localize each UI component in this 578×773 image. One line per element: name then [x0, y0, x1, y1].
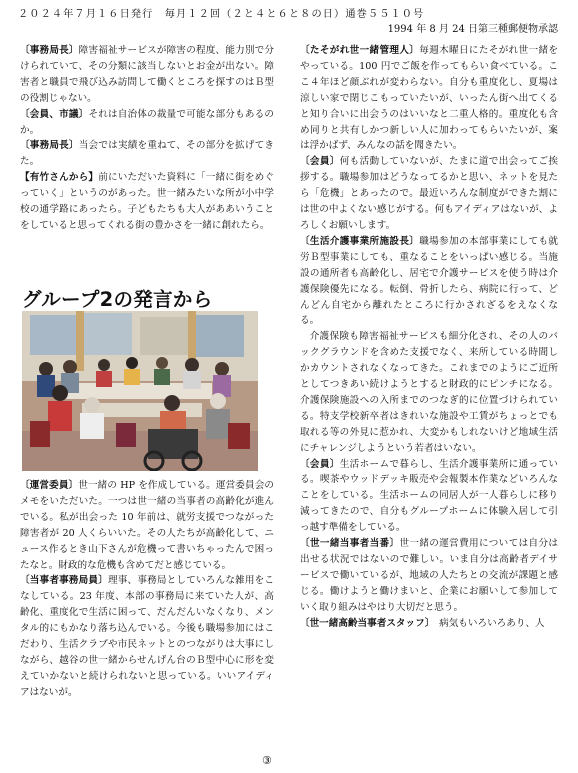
speech: 病気もいろいろあり、人 — [429, 617, 545, 629]
left-column-top — [20, 43, 274, 234]
speech: 当会では実績を重ねて、その部分を拡げてきた。 — [20, 140, 274, 168]
postal-approval: 1994 年 8 月 24 日第三種郵便物承認 — [387, 24, 558, 35]
speech: 前にいただいた資料に「一緒に街をめぐっていく」というのがあった。世一緒みたいな所が小中学校の通学路にあったら。子どもたちも大人がああいうことをしていると思ってくれる街の豊かさを一緒に創れたら。 — [20, 172, 275, 231]
paragraph — [20, 43, 274, 107]
speech: 何も活動していないが、たまに道で出会ってご挨拶する。職場参加はどうなってるかと思い、ネットを見たら「危機」とあったので。最近いろんな制度ができた割には世の中よくない感じがする。何もアイディアはないが、よろしくお願いします。 — [300, 156, 559, 231]
issue-header: ２０２４年７月１６日発行 毎月１２回（２と４と６と８の日）通巻５５１０号 — [18, 9, 425, 20]
paragraph — [300, 536, 558, 616]
speaker: 〔たそがれ世一緒管理人〕 — [300, 45, 420, 56]
section-title: グループ2の発言から — [22, 288, 213, 311]
speech: 世一緒の HP を作成している。運営委員会のメモをいただいた。一つは世一緒の当事者の高齢化が進んでいる。私が出会った 10 年前は、就労支援でつながった障害者が 20 人くらいいた。その人たちが高齢化して、ニュース作るとき山下さんが危機って書いちゃったんで困ったなと。財政的な危機も含めてだと感じている。 — [20, 480, 275, 571]
speech: 毎週木曜日にたそがれ世一緒をやっている。100 円でご飯を作ってもらい食べている。ここ４年ほど顔ぶれが変わらない。自分も重度化し、夏場は涼しい家で閉じこもっていたいが、いったん街へ出てくると知り合いに出会うのはいいなと二重人格的。重度化も含め同りと共有しかつ新しい人に加わってもらいたいが、案は浮かばず、みんなの話を聞きたい。 — [300, 45, 559, 152]
speech: 生活ホームで暮らし、生活介護事業所に通っている。喫茶やウッドデッキ販売や会報製本作業などいろんなことをしている。生活ホームの同居人が一人暮らしに移り減ってきたので、自分もグループホームに体験入居して引っ越す準備をしている。 — [300, 458, 559, 534]
speech: 職場参加の本部事業にしても就労Ｂ型事業にしても、重なることをいっぱい感じる。当施設の通所者も高齢化し、居宅で介護サービスを使う時は介護保険優先になる。転倒、骨折したら、病院に行って、どんどん自宅から離れたところに行かされざるをえなくなる。 — [300, 235, 559, 327]
speaker: 〔世一緒高齢当事者スタッフ〕 — [300, 617, 430, 629]
speaker: 〔生活介護事業所施設長〕 — [300, 235, 420, 247]
speaker: 【有竹さんから】 — [20, 172, 99, 184]
speaker: 〔世一緒当事者当番〕 — [300, 538, 400, 550]
paragraph — [20, 170, 274, 234]
paragraph — [300, 43, 558, 154]
paragraph — [20, 107, 274, 139]
speech: 障害福祉サービスが障害の程度、能力別で分けられていて、その分類に該当しないとお金が出ない。障害者と職員で飛び込み訪問して働くところを探すのはＢ型の役割じゃない。 — [20, 45, 275, 104]
page-number: ③ — [262, 754, 272, 767]
speaker: 〔会員、市議〕 — [20, 108, 89, 120]
speaker: 〔運営委員〕 — [20, 480, 79, 491]
paragraph — [300, 154, 558, 234]
left-column-bottom — [20, 478, 274, 701]
paragraph — [20, 478, 274, 573]
paragraph — [300, 234, 558, 329]
speaker: 〔当事者事務局員〕 — [20, 575, 108, 587]
paragraph — [300, 457, 558, 537]
speaker: 〔会員〕 — [300, 458, 340, 470]
speech: 介護保険も障害福祉サービスも細分化され、その人のバックグラウンドを含めた支援でなく、来所している時間しかカウントされなくなってきた。これまでのようにご近所としてつきあい続けようとすると財政的にピンチになる。介護保険施設への入所までのつなぎ的に位置づけられている。特支学校新卒者はきれいな施設や工賃がちょっとでも取れる等の外見に惹かれ、大変かもしれないけど地域生活にチャレンジしようという若者はいない。 — [300, 331, 558, 454]
paragraph — [300, 329, 558, 456]
speech: それは自治体の裁量で可能な部分もあるのか。 — [20, 108, 275, 136]
speaker: 〔事務局長〕 — [20, 140, 79, 152]
paragraph — [20, 138, 274, 170]
paragraph — [20, 573, 274, 700]
meeting-photo — [22, 311, 258, 471]
speaker: 〔事務局長〕 — [20, 45, 79, 56]
speech: 理事、事務局としていろんな雑用をこなしている。23 年度、本部の事務局に来ていた人が、高齢化、重度化で生活に困って、だんだんいなくなり、メンタル的にもかなり落ち込んでいる。今後も職場参加にはこだわり、生活クラブや市民ネットとのつながりは大事にしながら、越谷の世一緒からせんげん台のＢ型中心に形を変えていかないと続けられないと思っている。いいアイディアはないが。 — [20, 575, 275, 698]
speech: 世一緒の運営費用については自分は出せる状況ではないので難しい。いま自分は高齢者デイサービスで働いているが、地域の人たちとの交流が課題と感じる。働けようと働けまいと、企業にお願いして参加していく取り組みはやはり大切だと思う。 — [300, 538, 558, 613]
right-column — [300, 43, 558, 632]
speaker: 〔会員〕 — [300, 156, 340, 168]
paragraph — [300, 616, 558, 632]
